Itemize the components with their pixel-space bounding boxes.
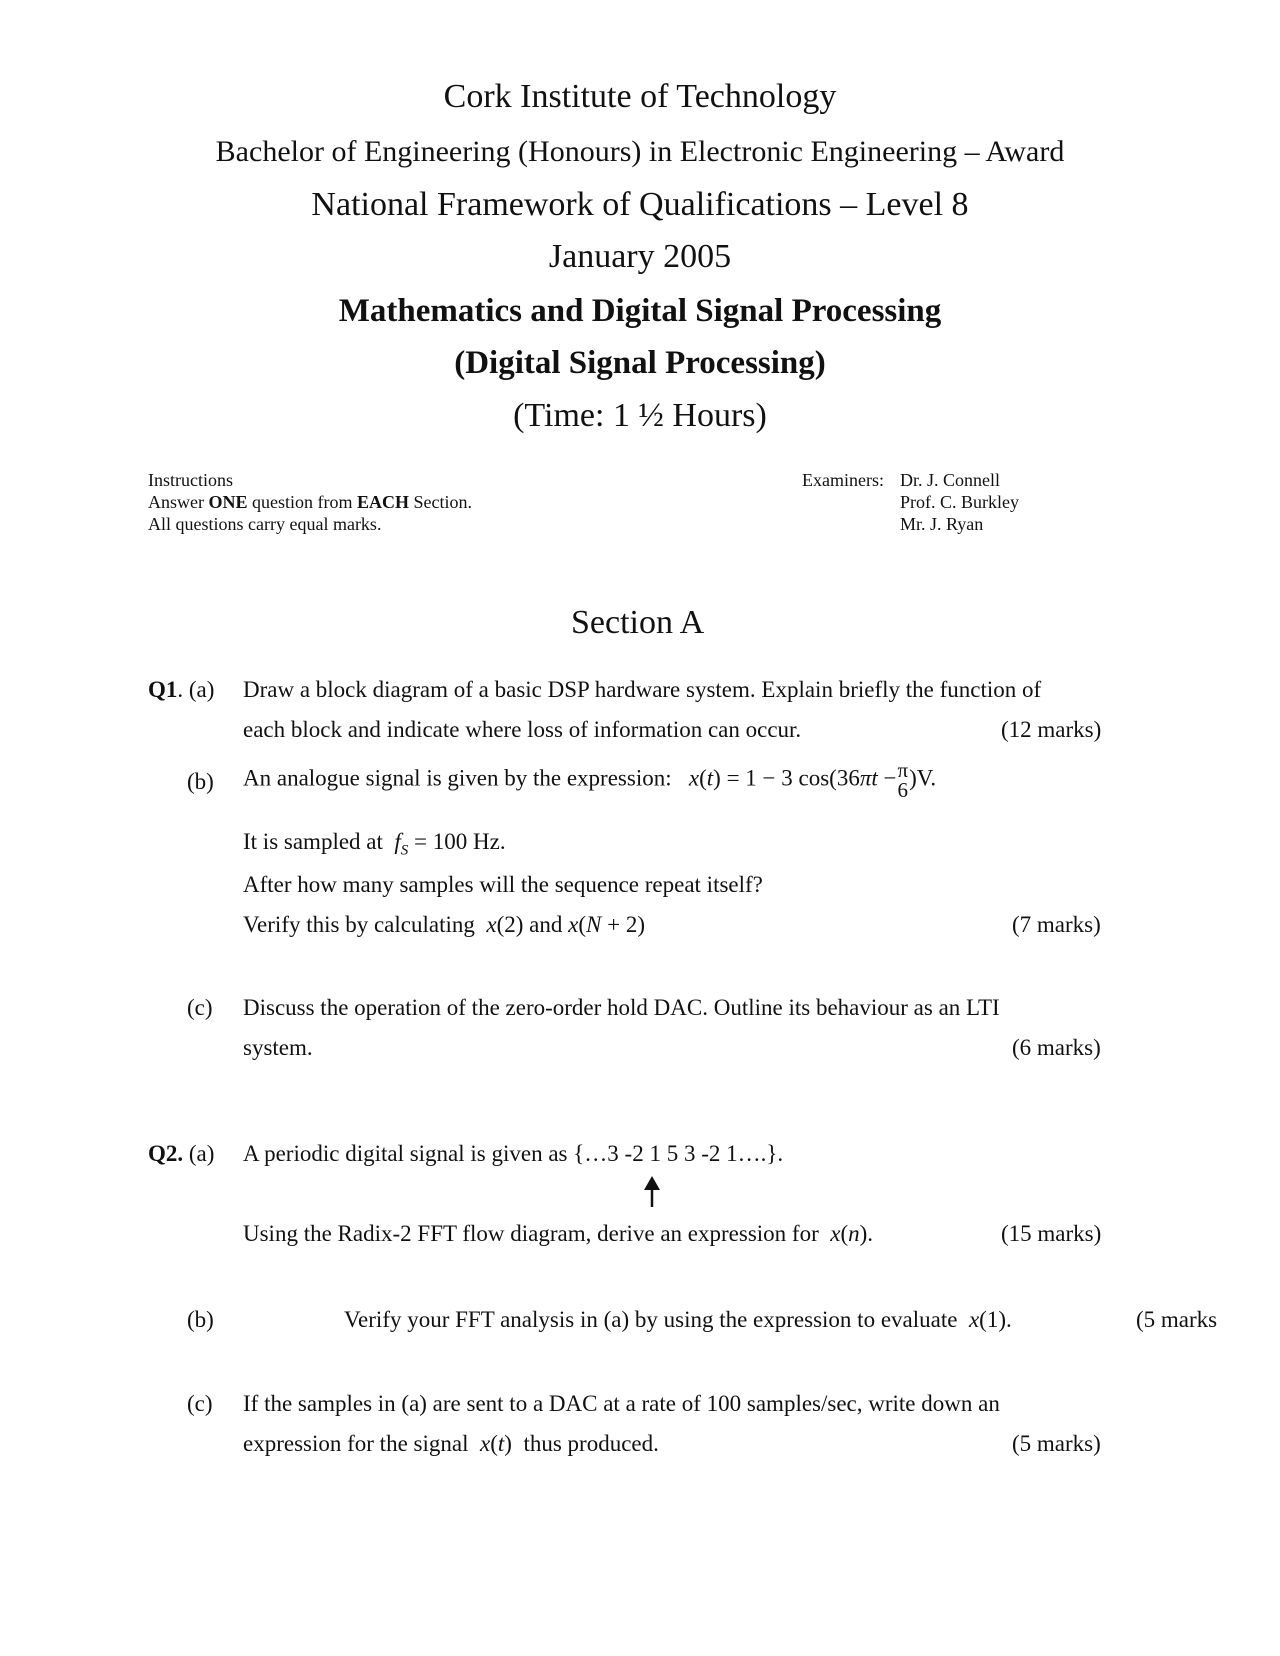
programme-title: Bachelor of Engineering (Honours) in Electronic Engineering – Award: [215, 135, 1065, 168]
q1c-marks: (6 marks): [1012, 1035, 1101, 1060]
q1a-line-1: Draw a block diagram of a basic DSP hardware system. Explain briefly the function of: [243, 677, 1042, 702]
q2c-part: (c): [187, 1391, 213, 1416]
q2a-marks: (15 marks): [1001, 1221, 1102, 1246]
instr-text: Section.: [409, 492, 473, 512]
q2b-x: x: [968, 1307, 980, 1332]
q1-dot: .: [177, 677, 184, 702]
verify-text: Verify this by calculating: [243, 912, 475, 937]
q1c-line-1: Discuss the operation of the zero-order hold DAC. Outline its behaviour as an LTI: [243, 995, 1000, 1020]
section-a-heading: Section A: [571, 604, 705, 641]
q1b-expression-line: An analogue signal is given by the expression: x(t) = 1 − 3 cos(36πt − π 6 )V.: [243, 758, 937, 802]
q2b-marks: (5 marks: [1136, 1307, 1218, 1332]
verify-arg1: (2): [496, 912, 524, 937]
q1c-part: (c): [187, 995, 213, 1020]
instructions-block: [148, 469, 472, 535]
q1b-verify: [243, 912, 645, 938]
q2c-end: thus produced.: [523, 1431, 659, 1456]
examiners-label: Examiners:: [802, 470, 884, 490]
expr-mid: ) = 1 − 3 cos(36: [713, 765, 860, 791]
verify-x2: x: [568, 912, 579, 937]
subsubject-title: (Digital Signal Processing): [454, 345, 826, 381]
expr-pi-t: πt: [859, 765, 878, 791]
q2b-line: [344, 1307, 1012, 1333]
exam-time: (Time: 1 ½ Hours): [513, 397, 767, 434]
q1-label: [148, 677, 214, 703]
q2a-line-2: Using the Radix-2 FFT flow diagram, derive an expression for x(n).: [243, 1221, 874, 1246]
q1-number: Q1: [148, 677, 178, 702]
exam-date: January 2005: [548, 238, 732, 275]
instr-text: Answer: [148, 492, 209, 512]
fraction-numerator: π: [897, 758, 909, 782]
instructions-line-2: All questions carry equal marks.: [148, 514, 382, 534]
q1a-marks: (12 marks): [1001, 717, 1102, 742]
q2c-line-1: If the samples in (a) are sent to a DAC at a rate of 100 samples/sec, write down an: [243, 1391, 1000, 1416]
fs-f: f: [394, 829, 401, 854]
q2b-end: (1).: [979, 1307, 1012, 1332]
q2b-part: (b): [187, 1307, 214, 1332]
q1c-line-2: system.: [243, 1035, 313, 1060]
up-arrow-icon: [642, 1174, 662, 1208]
verify-paren: (: [578, 912, 587, 937]
instructions-label: Instructions: [148, 470, 233, 490]
q2a-line-1: A periodic digital signal is given as {…3 -2 1 5 3 -2 1….}.: [243, 1141, 784, 1166]
examiner-2: Prof. C. Burkley: [900, 492, 1019, 512]
q2a-part: (a): [188, 1141, 215, 1166]
q1a-line-2: each block and indicate where loss of information can occur.: [243, 717, 802, 742]
fs-subscript: S: [400, 842, 409, 859]
q2a-end: ).: [859, 1221, 874, 1246]
instructions-line-1: [148, 491, 472, 513]
q2-number: Q2.: [148, 1141, 184, 1166]
expr-x: x: [688, 765, 700, 791]
fs-value: = 100 Hz.: [408, 829, 506, 854]
examiners-names: [900, 469, 1019, 535]
q1a-part: (a): [188, 677, 215, 702]
sampled-text: It is sampled at: [243, 829, 383, 854]
verify-x1: x: [486, 912, 497, 937]
q2c-x: x: [479, 1431, 491, 1456]
q2a-text: Using the Radix-2 FFT flow diagram, derive an expression for: [243, 1221, 819, 1246]
verify-and: and: [523, 912, 569, 937]
instr-one: ONE: [208, 492, 248, 512]
pi-over-six-fraction: [897, 760, 908, 800]
expr-minus: −: [877, 765, 897, 791]
verify-arg2: + 2): [601, 912, 645, 937]
q2a-x: x: [830, 1221, 841, 1246]
fraction-denominator: 6: [897, 778, 909, 802]
instr-each: EACH: [357, 492, 410, 512]
examiner-1: Dr. J. Connell: [900, 470, 1001, 490]
q2c-t: t: [497, 1431, 505, 1456]
q1b-intro: An analogue signal is given by the expression:: [243, 765, 672, 791]
q1b-repeat: After how many samples will the sequence repeat itself?: [243, 872, 763, 897]
q2-label: [148, 1141, 214, 1167]
q1b-part: (b): [187, 769, 214, 794]
examiner-3: Mr. J. Ryan: [900, 514, 984, 534]
q2c-marks: (5 marks): [1012, 1431, 1101, 1456]
framework-title: National Framework of Qualifications – Level 8: [311, 186, 969, 223]
expr-end: )V.: [909, 765, 937, 791]
q2c-line-2: expression for the signal x(t) thus produced.: [243, 1431, 659, 1456]
q2a-n: n: [848, 1221, 860, 1246]
institution-title: Cork Institute of Technology: [443, 78, 837, 115]
subject-title: Mathematics and Digital Signal Processing: [338, 293, 942, 329]
q2c-text: expression for the signal: [243, 1431, 469, 1456]
q1b-marks: (7 marks): [1012, 912, 1101, 937]
expr-t: t: [706, 765, 714, 791]
q2b-text: Verify your FFT analysis in (a) by using the expression to evaluate: [344, 1307, 958, 1332]
q1b-sampled: [243, 829, 506, 860]
instr-text: question from: [247, 492, 358, 512]
verify-n: N: [586, 912, 602, 937]
